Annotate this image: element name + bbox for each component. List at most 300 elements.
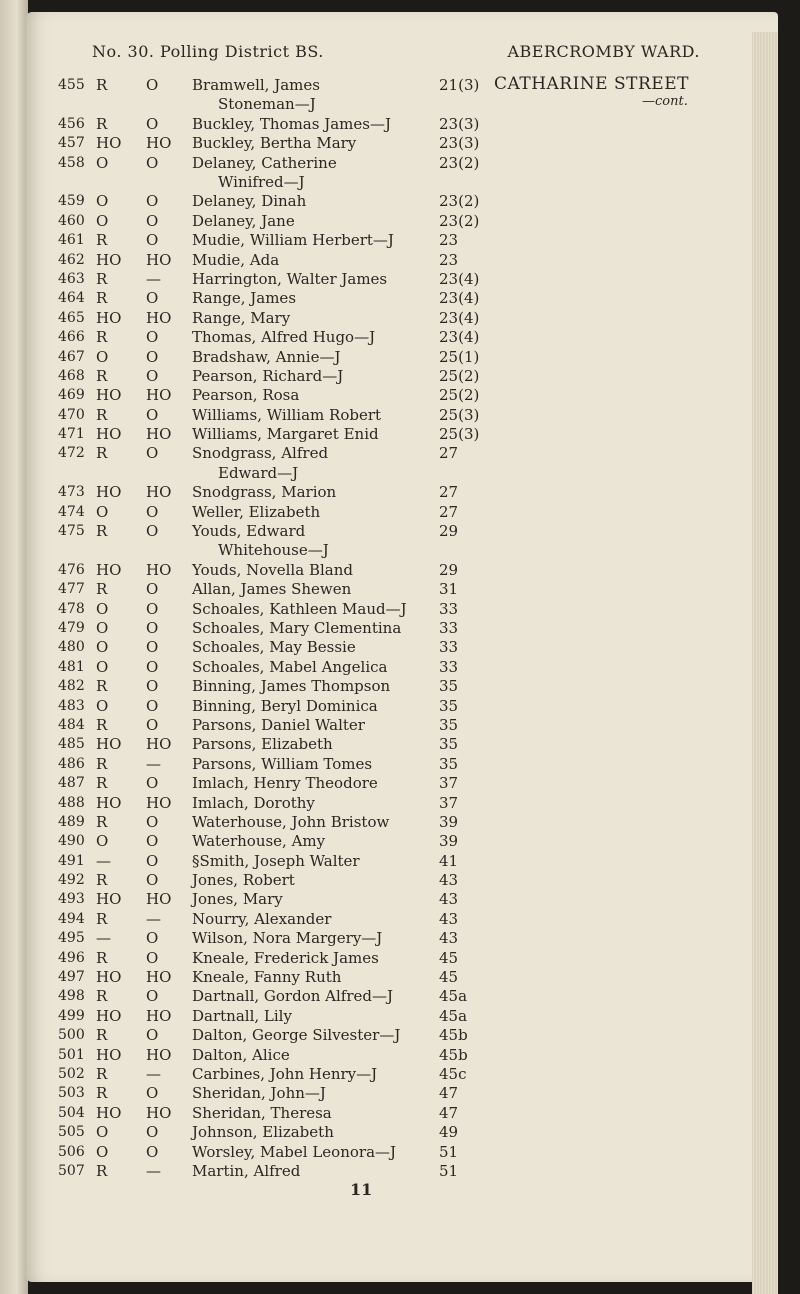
- elector-name-line: Range, James: [192, 289, 297, 308]
- elector-name: [192, 871, 437, 890]
- qualification-2: O: [146, 347, 159, 366]
- elector-name: [192, 483, 437, 502]
- elector-name: [192, 1026, 437, 1045]
- qualification-1: HO: [96, 968, 122, 987]
- house-number: 43: [439, 929, 459, 948]
- qualification-1: O: [96, 211, 109, 230]
- elector-row: [58, 444, 508, 483]
- elector-name-continuation: Edward—J: [218, 463, 299, 482]
- elector-name-line: Dartnall, Gordon Alfred—J: [192, 987, 393, 1006]
- elector-row: [58, 871, 508, 890]
- qualification-1: O: [96, 347, 109, 366]
- elector-number: 495: [58, 930, 85, 947]
- elector-row: [58, 1143, 508, 1162]
- elector-row: [58, 658, 508, 677]
- qualification-1: R: [96, 909, 108, 928]
- house-number: 43: [439, 890, 459, 909]
- house-number: 27: [439, 444, 459, 463]
- elector-row: [58, 910, 508, 929]
- elector-row: [58, 677, 508, 696]
- house-number: 39: [439, 812, 459, 831]
- elector-name: [192, 212, 437, 231]
- elector-name: [192, 1143, 437, 1162]
- qualification-1: O: [96, 832, 109, 851]
- street-heading: CATHARINE STREET: [494, 74, 689, 94]
- elector-row: [58, 832, 508, 851]
- elector-name-line: Jones, Robert: [192, 871, 295, 890]
- page-edge: [752, 32, 778, 1294]
- elector-name-line: Dalton, Alice: [192, 1045, 290, 1064]
- elector-number: 472: [58, 445, 85, 462]
- elector-number: 471: [58, 426, 85, 443]
- elector-number: 470: [58, 406, 85, 423]
- elector-name-line: Binning, Beryl Dominica: [192, 696, 378, 715]
- qualification-2: O: [146, 328, 159, 347]
- elector-name: [192, 929, 437, 948]
- elector-row: [58, 1123, 508, 1142]
- house-number: 35: [439, 696, 459, 715]
- elector-row: [58, 987, 508, 1006]
- qualification-1: O: [96, 696, 109, 715]
- elector-name: [192, 503, 437, 522]
- elector-number: 490: [58, 833, 85, 850]
- elector-name-line: Sheridan, John—J: [192, 1084, 326, 1103]
- elector-name: [192, 987, 437, 1006]
- qualification-2: —: [146, 1161, 161, 1180]
- qualification-2: HO: [146, 1045, 172, 1064]
- elector-row: [58, 561, 508, 580]
- elector-number: 468: [58, 367, 85, 384]
- elector-row: [58, 794, 508, 813]
- house-number: 35: [439, 735, 459, 754]
- house-number: 35: [439, 715, 459, 734]
- house-number: 45: [439, 968, 459, 987]
- elector-name: [192, 154, 437, 193]
- house-number: 27: [439, 502, 459, 521]
- elector-row: [58, 852, 508, 871]
- elector-name: [192, 1104, 437, 1123]
- elector-name-line: Buckley, Thomas James—J: [192, 114, 391, 133]
- qualification-1: O: [96, 153, 109, 172]
- elector-number: 467: [58, 348, 85, 365]
- house-number: 45b: [439, 1026, 468, 1045]
- elector-name: [192, 328, 437, 347]
- elector-name: [192, 794, 437, 813]
- qualification-1: HO: [96, 250, 122, 269]
- elector-name-line: Allan, James Shewen: [192, 580, 352, 599]
- elector-number: 483: [58, 697, 85, 714]
- qualification-2: O: [146, 619, 159, 637]
- elector-name-line: Thomas, Alfred Hugo—J: [192, 328, 376, 347]
- qualification-1: —: [96, 929, 111, 948]
- elector-name: [192, 890, 437, 909]
- elector-name-line: Delaney, Jane: [192, 211, 295, 230]
- qualification-2: O: [146, 774, 159, 793]
- elector-name: [192, 735, 437, 754]
- qualification-1: HO: [96, 134, 122, 153]
- elector-name: [192, 251, 437, 270]
- qualification-1: R: [96, 405, 108, 424]
- elector-name-line: Pearson, Richard—J: [192, 366, 344, 385]
- elector-number: 480: [58, 639, 85, 656]
- qualification-1: R: [96, 269, 108, 288]
- house-number: 43: [439, 871, 459, 890]
- qualification-1: O: [96, 638, 109, 657]
- qualification-2: —: [146, 909, 161, 928]
- elector-name: [192, 910, 437, 929]
- elector-number: 469: [58, 387, 85, 404]
- qualification-1: R: [96, 366, 108, 385]
- elector-name: [192, 1046, 437, 1065]
- elector-name-line: Snodgrass, Alfred: [192, 444, 329, 463]
- elector-number: 466: [58, 329, 85, 346]
- house-number: 33: [439, 638, 459, 657]
- elector-name: [192, 677, 437, 696]
- elector-number: 493: [58, 891, 85, 908]
- elector-name: [192, 192, 437, 211]
- qualification-2: O: [146, 1123, 159, 1142]
- house-number: 33: [439, 619, 459, 637]
- qualification-1: R: [96, 114, 108, 133]
- qualification-1: R: [96, 1026, 108, 1045]
- elector-name-line: Snodgrass, Marion: [192, 483, 337, 502]
- qualification-1: HO: [96, 560, 122, 579]
- elector-row: [58, 1007, 508, 1026]
- elector-name-line: Jones, Mary: [192, 890, 283, 909]
- house-number: 47: [439, 1084, 459, 1103]
- elector-number: 481: [58, 658, 85, 675]
- elector-number: 488: [58, 794, 85, 811]
- house-number: 23(3): [439, 114, 480, 133]
- elector-name-line: Worsley, Mabel Leonora—J: [192, 1142, 397, 1161]
- house-number: 23(4): [439, 269, 480, 288]
- elector-row: [58, 425, 508, 444]
- house-number: 25(3): [439, 425, 480, 444]
- qualification-2: O: [146, 832, 159, 851]
- elector-name-line: Waterhouse, Amy: [192, 832, 326, 851]
- qualification-1: R: [96, 289, 108, 308]
- qualification-2: HO: [146, 1103, 172, 1122]
- ward-heading: ABERCROMBY WARD.: [507, 42, 700, 61]
- qualification-2: O: [146, 599, 159, 618]
- elector-name-line: Kneale, Frederick James: [192, 948, 379, 967]
- qualification-1: HO: [96, 386, 122, 405]
- elector-number: 463: [58, 270, 85, 287]
- elector-name: [192, 1065, 437, 1084]
- qualification-2: O: [146, 522, 159, 541]
- elector-name-line: Waterhouse, John Bristow: [192, 812, 390, 831]
- qualification-1: HO: [96, 425, 122, 444]
- elector-name: [192, 1084, 437, 1103]
- elector-number: 474: [58, 503, 85, 520]
- elector-row: [58, 1104, 508, 1123]
- house-number: 35: [439, 754, 459, 773]
- elector-name: [192, 949, 437, 968]
- elector-row: [58, 406, 508, 425]
- house-number: 25(2): [439, 386, 480, 405]
- elector-number: 489: [58, 813, 85, 830]
- qualification-1: R: [96, 871, 108, 890]
- qualification-1: R: [96, 812, 108, 831]
- elector-name-line: Parsons, William Tomes: [192, 754, 373, 773]
- elector-name: [192, 348, 437, 367]
- qualification-2: O: [146, 696, 159, 715]
- qualification-2: O: [146, 1026, 159, 1045]
- elector-name: [192, 852, 437, 871]
- elector-number: 459: [58, 193, 85, 210]
- qualification-1: R: [96, 580, 108, 599]
- elector-name: [192, 231, 437, 250]
- elector-number: 505: [58, 1124, 85, 1141]
- qualification-1: O: [96, 619, 109, 637]
- elector-row: [58, 813, 508, 832]
- elector-name-line: Bramwell, James: [192, 76, 320, 94]
- elector-number: 475: [58, 523, 85, 540]
- elector-row: [58, 755, 508, 774]
- elector-number: 464: [58, 290, 85, 307]
- house-number: 41: [439, 851, 459, 870]
- qualification-2: O: [146, 638, 159, 657]
- house-number: 25(3): [439, 405, 480, 424]
- house-number: 37: [439, 793, 459, 812]
- elector-number: 486: [58, 755, 85, 772]
- qualification-2: O: [146, 76, 159, 94]
- house-number: 45a: [439, 987, 468, 1006]
- qualification-1: R: [96, 754, 108, 773]
- polling-district-heading: No. 30. Polling District BS.: [92, 42, 324, 61]
- qualification-2: O: [146, 444, 159, 463]
- elector-name-line: Delaney, Dinah: [192, 192, 307, 211]
- elector-number: 502: [58, 1065, 85, 1082]
- house-number: 47: [439, 1103, 459, 1122]
- qualification-1: R: [96, 774, 108, 793]
- elector-number: 484: [58, 716, 85, 733]
- qualification-1: R: [96, 715, 108, 734]
- house-number: 35: [439, 677, 459, 696]
- house-number: 51: [439, 1142, 459, 1161]
- house-number: 45b: [439, 1045, 468, 1064]
- elector-number: 499: [58, 1007, 85, 1024]
- house-number: 21(3): [439, 76, 480, 94]
- elector-row: [58, 929, 508, 948]
- house-number: 29: [439, 522, 459, 541]
- elector-name: [192, 832, 437, 851]
- elector-row: [58, 1084, 508, 1103]
- elector-name: [192, 968, 437, 987]
- elector-row: [58, 367, 508, 386]
- elector-name-line: Kneale, Fanny Ruth: [192, 968, 342, 987]
- elector-row: [58, 231, 508, 250]
- house-number: 43: [439, 909, 459, 928]
- elector-row: [58, 192, 508, 211]
- house-number: 45: [439, 948, 459, 967]
- elector-name-line: Delaney, Catherine: [192, 153, 337, 172]
- qualification-1: O: [96, 599, 109, 618]
- house-number: 25(1): [439, 347, 480, 366]
- house-number: 23(4): [439, 328, 480, 347]
- qualification-2: HO: [146, 134, 172, 153]
- qualification-1: HO: [96, 1006, 122, 1025]
- qualification-2: O: [146, 405, 159, 424]
- qualification-1: O: [96, 1142, 109, 1161]
- house-number: 49: [439, 1123, 459, 1142]
- qualification-2: HO: [146, 968, 172, 987]
- elector-row: [58, 270, 508, 289]
- elector-name: [192, 289, 437, 308]
- elector-name: [192, 755, 437, 774]
- elector-row: [58, 503, 508, 522]
- elector-number: 458: [58, 154, 85, 171]
- elector-name-line: Pearson, Rosa: [192, 386, 300, 405]
- elector-name-line: Buckley, Bertha Mary: [192, 134, 357, 153]
- elector-name-continuation: Winifred—J: [218, 172, 305, 191]
- qualification-2: O: [146, 657, 159, 676]
- elector-number: 456: [58, 115, 85, 132]
- qualification-1: R: [96, 987, 108, 1006]
- elector-name-line: Weller, Elizabeth: [192, 502, 321, 521]
- qualification-2: O: [146, 987, 159, 1006]
- elector-number: 478: [58, 600, 85, 617]
- elector-name-line: Parsons, Daniel Walter: [192, 715, 365, 734]
- house-number: 27: [439, 483, 459, 502]
- qualification-1: R: [96, 1064, 108, 1083]
- qualification-2: HO: [146, 735, 172, 754]
- qualification-2: HO: [146, 793, 172, 812]
- qualification-1: R: [96, 231, 108, 250]
- elector-name: [192, 367, 437, 386]
- elector-row: [58, 328, 508, 347]
- qualification-2: O: [146, 366, 159, 385]
- elector-number: 504: [58, 1104, 85, 1121]
- elector-name-line: Imlach, Henry Theodore: [192, 774, 378, 793]
- elector-name: [192, 444, 437, 483]
- elector-name-line: Schoales, Kathleen Maud—J: [192, 599, 407, 618]
- elector-name: [192, 1162, 437, 1181]
- elector-number: 477: [58, 581, 85, 598]
- qualification-1: O: [96, 657, 109, 676]
- qualification-2: HO: [146, 386, 172, 405]
- house-number: 33: [439, 657, 459, 676]
- qualification-1: HO: [96, 1045, 122, 1064]
- elector-name-line: Youds, Novella Bland: [192, 560, 353, 579]
- elector-name-line: Range, Mary: [192, 308, 291, 327]
- qualification-1: HO: [96, 308, 122, 327]
- elector-row: [58, 212, 508, 231]
- elector-name: [192, 386, 437, 405]
- elector-name-line: Carbines, John Henry—J: [192, 1064, 378, 1083]
- elector-number: 500: [58, 1027, 85, 1044]
- elector-row: [58, 1162, 508, 1181]
- elector-number: 503: [58, 1085, 85, 1102]
- qualification-2: O: [146, 948, 159, 967]
- elector-row: [58, 580, 508, 599]
- elector-row: [58, 522, 508, 561]
- qualification-2: O: [146, 502, 159, 521]
- house-number: 33: [439, 599, 459, 618]
- qualification-1: R: [96, 677, 108, 696]
- qualification-1: R: [96, 1084, 108, 1103]
- elector-name: [192, 270, 437, 289]
- elector-number: 492: [58, 872, 85, 889]
- elector-list: [58, 76, 508, 1181]
- elector-number: 476: [58, 561, 85, 578]
- elector-row: [58, 115, 508, 134]
- elector-number: 494: [58, 910, 85, 927]
- elector-row: [58, 949, 508, 968]
- elector-row: [58, 76, 508, 115]
- elector-name: [192, 774, 437, 793]
- qualification-2: O: [146, 851, 159, 870]
- elector-number: 465: [58, 309, 85, 326]
- elector-row: [58, 890, 508, 909]
- elector-name: [192, 309, 437, 328]
- elector-row: [58, 735, 508, 754]
- elector-name-line: Mudie, Ada: [192, 250, 280, 269]
- elector-name-continuation: Whitehouse—J: [218, 541, 329, 560]
- qualification-2: HO: [146, 560, 172, 579]
- elector-row: [58, 638, 508, 657]
- elector-row: [58, 774, 508, 793]
- qualification-1: —: [96, 851, 111, 870]
- elector-name-continuation: Stoneman—J: [218, 95, 316, 114]
- elector-name-line: Bradshaw, Annie—J: [192, 347, 341, 366]
- qualification-2: —: [146, 269, 161, 288]
- qualification-1: R: [96, 76, 108, 94]
- elector-number: 501: [58, 1046, 85, 1063]
- qualification-2: HO: [146, 425, 172, 444]
- elector-row: [58, 1046, 508, 1065]
- elector-row: [58, 1026, 508, 1045]
- qualification-1: R: [96, 1161, 108, 1180]
- qualification-2: HO: [146, 1006, 172, 1025]
- qualification-2: O: [146, 1142, 159, 1161]
- house-number: 45a: [439, 1006, 468, 1025]
- elector-number: 507: [58, 1162, 85, 1179]
- qualification-2: O: [146, 1084, 159, 1103]
- elector-name: [192, 406, 437, 425]
- house-number: 23(4): [439, 289, 480, 308]
- qualification-2: O: [146, 192, 159, 211]
- elector-name-line: Williams, Margaret Enid: [192, 425, 379, 444]
- elector-row: [58, 483, 508, 502]
- qualification-1: HO: [96, 735, 122, 754]
- qualification-1: R: [96, 328, 108, 347]
- elector-name-line: Imlach, Dorothy: [192, 793, 315, 812]
- house-number: 23(2): [439, 211, 480, 230]
- house-number: 45c: [439, 1064, 467, 1083]
- elector-name: [192, 1123, 437, 1142]
- elector-row: [58, 968, 508, 987]
- qualification-1: R: [96, 522, 108, 541]
- qualification-2: O: [146, 812, 159, 831]
- qualification-2: HO: [146, 483, 172, 502]
- qualification-2: O: [146, 677, 159, 696]
- elector-name: [192, 813, 437, 832]
- elector-name: [192, 1007, 437, 1026]
- qualification-2: O: [146, 929, 159, 948]
- elector-number: 455: [58, 77, 85, 93]
- elector-name-line: §Smith, Joseph Walter: [192, 851, 360, 870]
- house-number: 31: [439, 580, 459, 599]
- elector-number: 457: [58, 135, 85, 152]
- qualification-1: HO: [96, 890, 122, 909]
- elector-name: [192, 716, 437, 735]
- elector-name-line: Sheridan, Theresa: [192, 1103, 332, 1122]
- elector-row: [58, 348, 508, 367]
- house-number: 23(4): [439, 308, 480, 327]
- elector-name: [192, 115, 437, 134]
- house-number: 37: [439, 774, 459, 793]
